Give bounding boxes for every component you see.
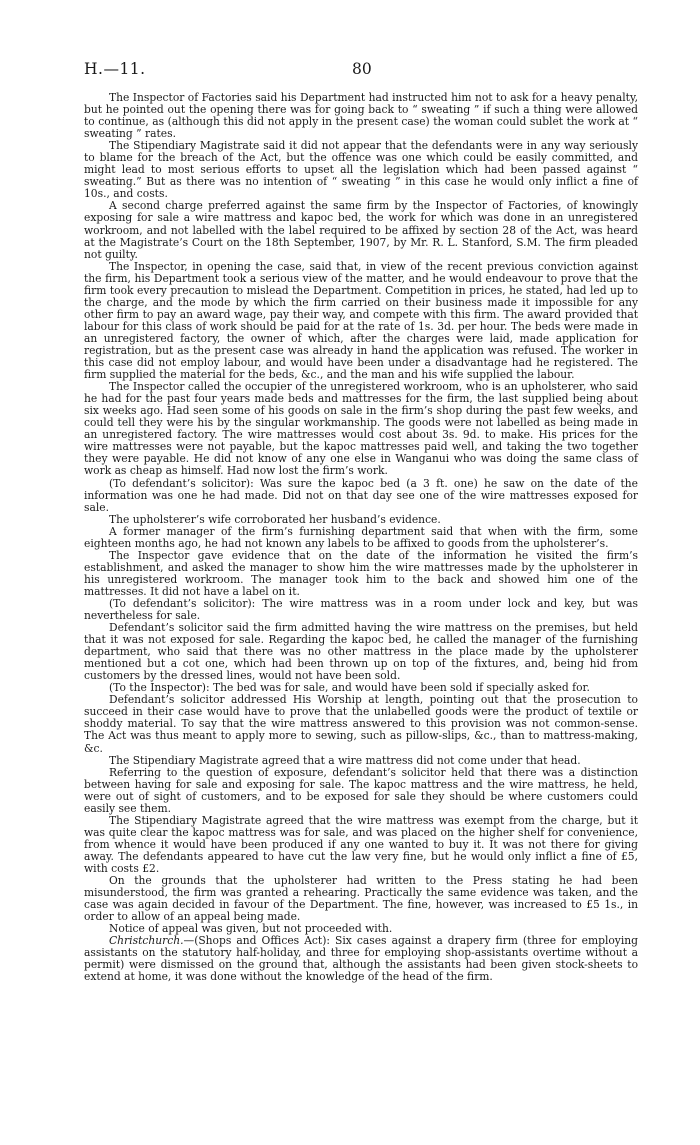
paragraph: Notice of appeal was given, but not proceeded with.: [109, 922, 393, 936]
christchurch-paragraph: [84, 935, 638, 983]
paragraph: The Stipendiary Magistrate said it did not appear that the defendants were in any way seriously to blame for the breach of the Act, but the offence was one which could be easily committed, and might lead to most serious efforts to upset all the legislation which had been passed against “ sweating.” But as there was no intention of “ sweating ” in this case he would only inflict a fine of 10s., and costs.: [84, 139, 638, 201]
section-code: H.—11.: [84, 60, 146, 78]
place-name: Christchurch.: [109, 934, 184, 948]
paragraph: Defendant’s solicitor said the firm admitted having the wire mattress on the premises, but held that it was not exposed for sale. Regarding the kapoc bed, he called the manager of the furnishing department, who said that there was no other mattress in the place made by the upholsterer mentioned but a cot one, which had been thrown up on top of the fixtures, and, being hid from customers by the dressed lines, would not have been sold.: [84, 621, 638, 683]
paragraph: Referring to the question of exposure, defendant’s solicitor held that there was a distinction between having for sale and exposing for sale. The kapoc mattress and the wire mattress, he held, were out of sight of customers, and to be exposed for sale they should be where customers could easily see them.: [84, 765, 638, 815]
page-number: 80: [352, 60, 372, 78]
paragraph: The upholsterer’s wife corroborated her husband’s evidence.: [109, 512, 441, 526]
paragraph-text: —(Shops and Offices Act): Six cases against a drapery firm (three for employing assistants on the statutory half-holiday, and three for employing shop-assistants overtime without a permit) were dismissed on the ground that, although the assistants had been given stock-sheets to extend at home, it was done without the knowledge of the head of the firm.: [84, 934, 638, 984]
paragraph: Defendant’s solicitor addressed His Worship at length, pointing out that the prosecution to succeed in their case would have to prove that the unlabelled goods were the product of textile or shoddy material. To say that the wire mattress answered to this provision was not common-sense. The Act was thus meant to apply more to sewing, such as pillow-slips, &c., than to mattress-making, &c.: [84, 693, 638, 755]
paragraph: (To defendant’s solicitor): Was sure the kapoc bed (a 3 ft. one) he saw on the date of the information was one he had made. Did not on that day see one of the wire mattresses exposed for sale.: [84, 476, 638, 514]
report-body: [84, 92, 638, 983]
paragraph: (To the Inspector): The bed was for sale, and would have been sold if specially asked for.: [109, 681, 590, 695]
paragraph: (To defendant’s solicitor): The wire mattress was in a room under lock and key, but was nevertheless for sale.: [84, 596, 638, 623]
paragraph: The Stipendiary Magistrate agreed that the wire mattress was exempt from the charge, but it was quite clear the kapoc mattress was for sale, and was placed on the higher shelf for convenience, from whence it would have been produced if any one wanted to buy it. It was not there for giving away. The defendants appeared to have cut the law very fine, but he would only inflict a fine of £5, with costs £2.: [84, 813, 638, 875]
paragraph: The Inspector gave evidence that on the date of the information he visited the firm’s establishment, and asked the manager to show him the wire mattresses made by the upholsterer in his unregistered workroom. The manager took him to the back and showed him one of the mattresses. It did not have a label on it.: [84, 548, 638, 598]
paragraph: The Inspector of Factories said his Department had instructed him not to ask for a heavy penalty, but he pointed out the opening there was for going back to “ sweating ” if such a thing were allowed to continue, as (although this did not apply in the present case) the woman could sublet the work at “ sweating ” rates.: [84, 91, 638, 141]
paragraph: The Stipendiary Magistrate agreed that a wire mattress did not come under that head.: [109, 753, 581, 767]
paragraph: A former manager of the firm’s furnishing department said that when with the firm, some eighteen months ago, he had not known any labels to be affixed to goods from the upholsterer’s.: [84, 524, 638, 550]
paragraph: The Inspector, in opening the case, said that, in view of the recent previous conviction against the firm, his Department took a serious view of the matter, and he would endeavour to prove that the firm took every precaution to mislead the Department. Competition in prices, he stated, had led up to the charge, and the mode by which the firm carried on their business made it impossible for any other firm to pay an award wage, pay their way, and compete with this firm. The award provided that labour for this class of work should be paid for at the rate of 1s. 3d. per hour. The beds were made in an unregistered factory, the owner of which, after the charges were laid, made application for registration, but as the present case was already in hand the application was refused. The worker in this case did not employ labour, and would have been under a disadvantage had he registered. The firm supplied the material for the beds, &c., and the man and his wife supplied the labour.: [84, 259, 638, 382]
paragraph: On the grounds that the upholsterer had written to the Press stating he had been misunderstood, the firm was granted a rehearing. Practically the same evidence was taken, and the case was again decided in favour of the Department. The fine, however, was increased to £5 1s., in order to allow of an appeal being made.: [84, 874, 638, 924]
page-header: [84, 60, 634, 82]
paragraph: The Inspector called the occupier of the unregistered workroom, who is an upholsterer, who said he had for the past four years made beds and mattresses for the firm, the last supplied being about six weeks ago. Had seen some of his goods on sale in the firm’s shop during the past few weeks, and could tell they were his by the singular workmanship. The goods were not labelled as being made in an unregistered factory. The wire mattresses would cost about 3s. 9d. to make. His prices for the wire mattresses were not payable, but the kapoc mattresses paid well, and taking the two together they were payable. He did not know of any one else in Wanganui who was doing the same class of work as cheap as himself. Had now lost the firm’s work.: [84, 380, 638, 478]
paragraph: A second charge preferred against the same firm by the Inspector of Factories, of knowingly exposing for sale a wire mattress and kapoc bed, the work for which was done in an unregistered workroom, and not labelled with the label required to be affixed by section 28 of the Act, was heard at the Magistrate’s Court on the 18th September, 1907, by Mr. R. L. Stanford, S.M. The firm pleaded not guilty.: [84, 199, 638, 261]
